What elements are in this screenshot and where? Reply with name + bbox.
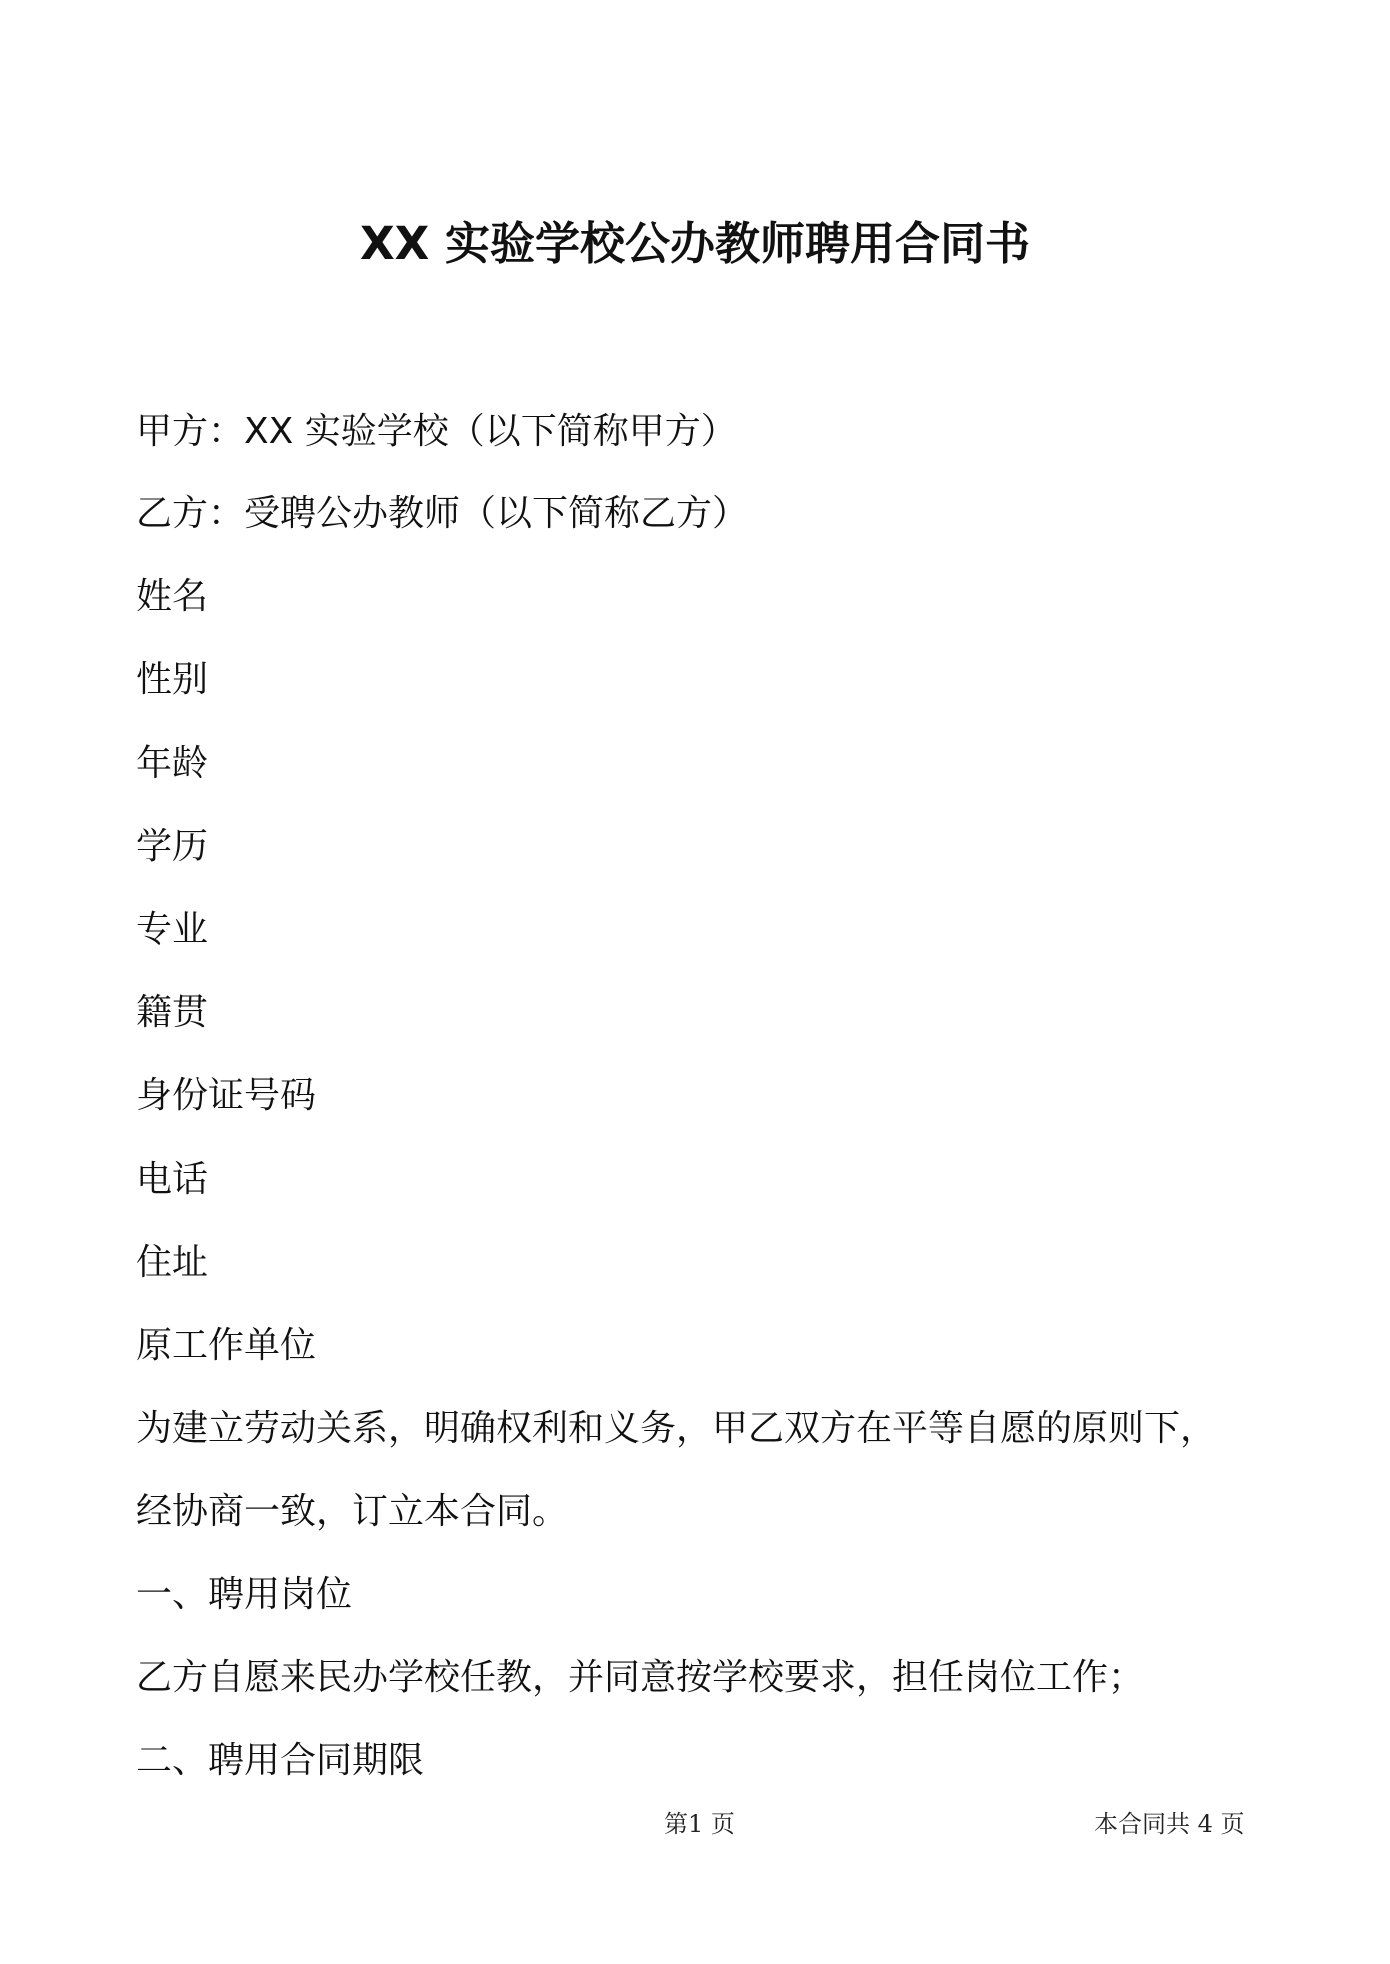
field-name-label: 姓名	[136, 576, 209, 617]
field-age-label: 年龄	[136, 743, 209, 784]
field-education-label: 学历	[136, 826, 209, 867]
field-gender-label: 性别	[136, 659, 209, 700]
party-a-line: 甲方：XX 实验学校（以下简称甲方）	[136, 411, 737, 452]
field-major-label: 专业	[136, 909, 209, 950]
section-heading-term: 二、聘用合同期限	[136, 1740, 425, 1781]
page-number: 第1 页	[664, 1810, 735, 1838]
intro-paragraph-line-2: 经协商一致，订立本合同。	[136, 1491, 569, 1532]
field-id-number-label: 身份证号码	[136, 1075, 317, 1116]
field-origin-label: 籍贯	[136, 992, 209, 1033]
intro-paragraph-line-1: 为建立劳动关系，明确权利和义务，甲乙双方在平等自愿的原则下，	[136, 1408, 1217, 1449]
field-phone-label: 电话	[136, 1159, 209, 1200]
document-title: XX 实验学校公办教师聘用合同书	[359, 217, 1031, 270]
position-paragraph: 乙方自愿来民办学校任教，并同意按学校要求，担任岗位工作；	[136, 1657, 1145, 1698]
total-pages: 本合同共 4 页	[1094, 1810, 1245, 1838]
field-former-employer-label: 原工作单位	[136, 1325, 317, 1366]
party-b-line: 乙方：受聘公办教师（以下简称乙方）	[136, 493, 749, 534]
field-address-label: 住址	[136, 1242, 209, 1283]
section-heading-position: 一、聘用岗位	[136, 1574, 353, 1615]
